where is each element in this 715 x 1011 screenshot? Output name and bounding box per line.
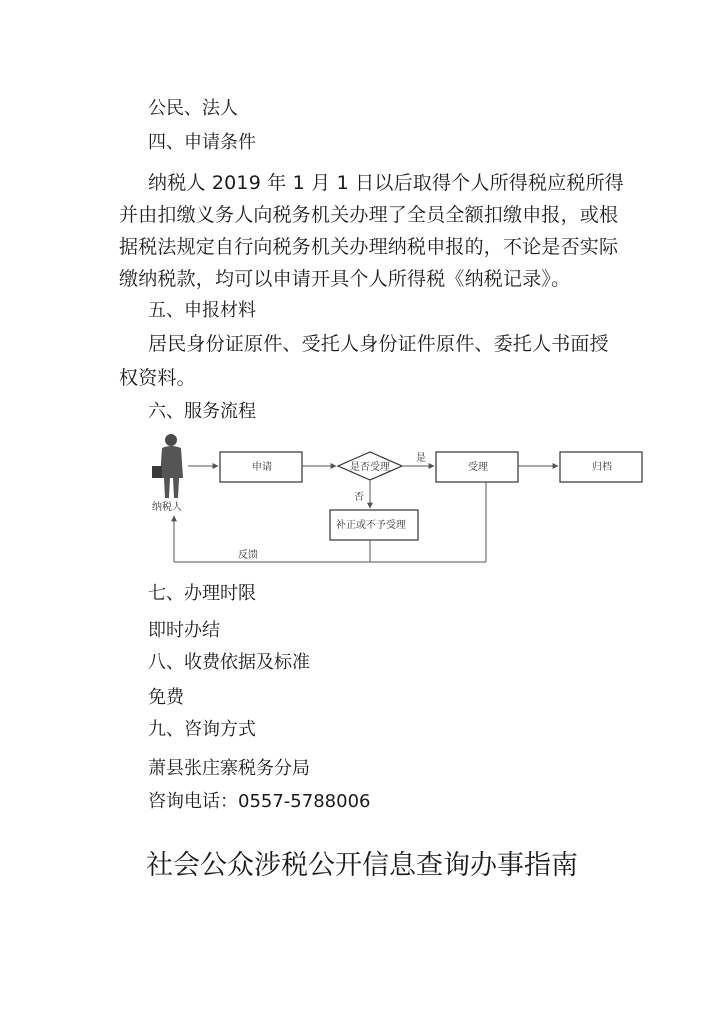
- apply-label: 申请: [252, 462, 272, 473]
- document-title: 社会公众涉税公开信息查询办事指南: [146, 850, 578, 881]
- section-heading-fee: 八、收费依据及标准: [148, 652, 310, 673]
- applicant-line: 公民、法人: [148, 98, 238, 119]
- yes-label: 是: [416, 453, 426, 464]
- fee-value: 免费: [148, 687, 184, 708]
- materials-paragraph-line: 权资料。: [119, 367, 196, 389]
- conditions-paragraph-line: 据税法规定自行向税务机关办理纳税申报的，不论是否实际: [119, 236, 619, 258]
- conditions-paragraph-line: 纳税人 2019 年 1 月 1 日以后取得个人所得税应税所得: [148, 172, 624, 194]
- archive-label: 归档: [592, 462, 612, 473]
- section-heading-time-limit: 七、办理时限: [148, 583, 256, 604]
- section-heading-contact: 九、咨询方式: [148, 719, 256, 740]
- accept-label: 受理: [468, 462, 488, 473]
- reject-label: 补正或不予受理: [336, 520, 406, 531]
- materials-paragraph-line: 居民身份证原件、受托人身份证件原件、委托人书面授: [148, 333, 609, 355]
- service-flowchart: [140, 428, 650, 570]
- time-limit-value: 即时办结: [148, 620, 220, 641]
- section-heading-conditions: 四、申请条件: [148, 132, 256, 153]
- conditions-paragraph-line: 并由扣缴义务人向税务机关办理了全员全额扣缴申报，或根: [119, 204, 619, 226]
- decision-label: 是否受理: [350, 462, 390, 473]
- section-heading-materials: 五、申报材料: [148, 300, 256, 321]
- taxpayer-figure-icon: [152, 434, 183, 498]
- section-heading-process: 六、服务流程: [148, 401, 256, 422]
- taxpayer-label: 纳税人: [152, 502, 182, 513]
- feedback-label: 反馈: [238, 550, 258, 561]
- conditions-paragraph-line: 缴纳税款，均可以申请开具个人所得税《纳税记录》。: [119, 268, 571, 290]
- contact-phone: 咨询电话：0557-5788006: [148, 791, 371, 812]
- no-label: 否: [354, 492, 364, 503]
- contact-office: 萧县张庄寨税务分局: [148, 758, 310, 779]
